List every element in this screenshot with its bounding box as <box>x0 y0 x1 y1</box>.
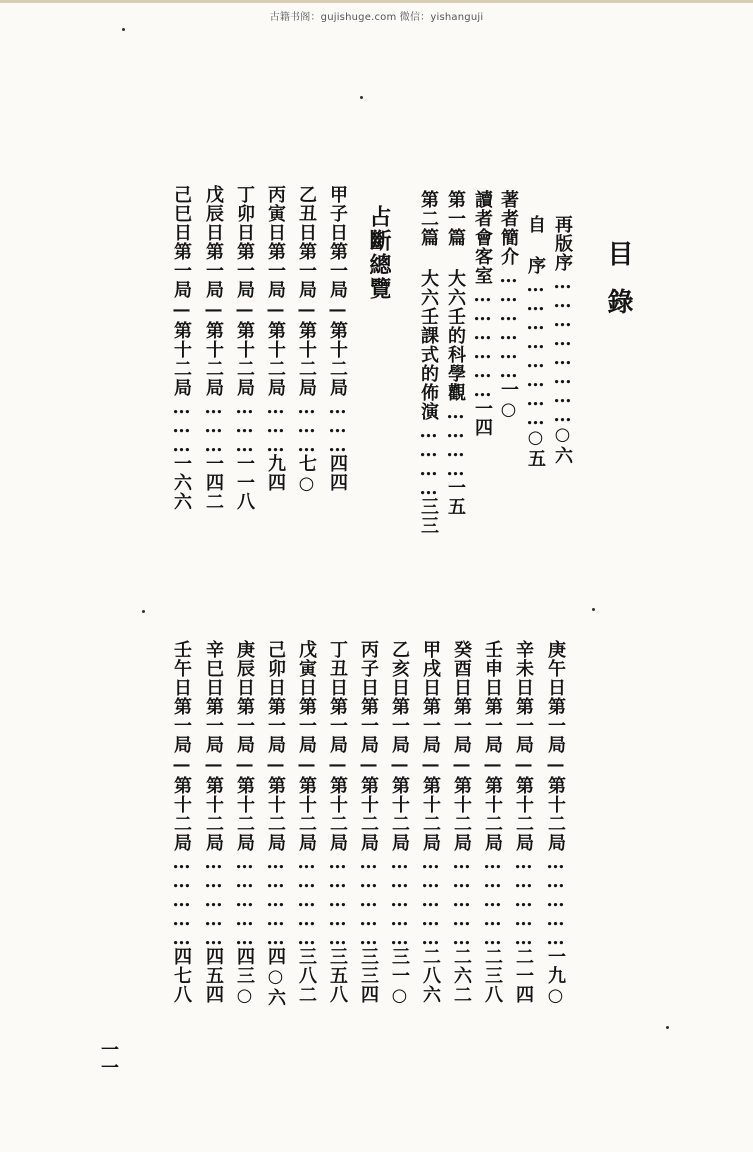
entry-label: 丙子日第一局—第十二局 <box>358 640 379 852</box>
entry-label: 第二篇 大六壬課式的佈演 <box>418 190 439 421</box>
page-number: 一一 <box>98 1040 119 1076</box>
entry-label: 己卯日第一局—第十二局 <box>265 640 286 852</box>
entry-leader: …………… <box>420 852 441 947</box>
entry-leader: …………… <box>265 852 286 947</box>
entry-page: 三一○ <box>389 947 410 1007</box>
toc-entry <box>328 185 346 492</box>
entry-page: 九四 <box>265 454 286 492</box>
toc-entry <box>421 640 439 1004</box>
watermark: 古籍书阁：gujishuge.com 微信：yishanguji <box>269 12 484 23</box>
entry-label: 乙亥日第一局—第十二局 <box>389 640 410 852</box>
entry-leader: ……… <box>327 397 348 454</box>
entry-label: 戊辰日第一局—第十二局 <box>203 185 224 397</box>
entry-leader: ……… <box>171 397 192 454</box>
toc-entry <box>359 640 377 1004</box>
toc-entry <box>328 640 346 1004</box>
entry-label: 著者簡介 <box>498 190 519 266</box>
entry-label: 庚午日第一局—第十二局 <box>545 640 566 852</box>
entry-page: 三三四 <box>358 947 379 1004</box>
toc-entry <box>446 190 464 516</box>
entry-label: 壬午日第一局—第十二局 <box>171 640 192 852</box>
scan-speck <box>592 608 595 611</box>
toc-entry <box>204 640 222 1004</box>
page-title: 目錄 <box>603 240 633 336</box>
entry-leader: …………… <box>482 852 503 947</box>
entry-page: 三三 <box>418 497 439 535</box>
entry-page: 一五 <box>445 478 466 516</box>
entry-page: 四四 <box>327 454 348 492</box>
entry-leader: …………… <box>203 852 224 947</box>
entry-label: 壬申日第一局—第十二局 <box>482 640 503 852</box>
entry-page: 一六六 <box>171 454 192 511</box>
toc-entry <box>419 190 437 535</box>
toc-entry <box>297 185 315 495</box>
entry-label: 自 序 <box>525 215 546 275</box>
entry-page: 一九○ <box>545 947 566 1007</box>
scan-speck <box>360 96 363 99</box>
entry-label: 癸酉日第一局—第十二局 <box>451 640 472 852</box>
entry-label: 丁卯日第一局—第十二局 <box>234 185 255 397</box>
entry-page: 二三八 <box>482 947 503 1004</box>
toc-entry <box>235 640 253 1007</box>
entry-leader: …………………… <box>525 275 546 427</box>
entry-label: 甲戌日第一局—第十二局 <box>420 640 441 852</box>
toc-entry <box>473 190 491 437</box>
entry-leader: …………… <box>327 852 348 947</box>
entry-label: 甲子日第一局—第十二局 <box>327 185 348 397</box>
toc-entry <box>235 185 253 511</box>
toc-entry <box>499 190 517 421</box>
entry-page: 三五八 <box>327 947 348 1004</box>
entry-label: 庚辰日第一局—第十二局 <box>234 640 255 852</box>
toc-entry <box>546 640 564 1007</box>
entry-leader: …………………… <box>552 272 573 424</box>
entry-page: 三八二 <box>296 947 317 1004</box>
entry-leader: ……………… <box>498 266 519 380</box>
entry-leader: ……………… <box>472 285 493 399</box>
entry-page: 四七八 <box>171 947 192 1004</box>
entry-leader: ………… <box>445 402 466 478</box>
entry-label: 辛未日第一局—第十二局 <box>513 640 534 852</box>
entry-page: 四三○ <box>234 947 255 1007</box>
toc-entry <box>390 640 408 1007</box>
toc-entry <box>172 640 190 1004</box>
scan-speck <box>142 610 145 613</box>
toc-entry <box>204 185 222 511</box>
toc-entry <box>526 215 544 468</box>
entry-leader: ……… <box>265 397 286 454</box>
scan-speck <box>666 1026 669 1029</box>
entry-label: 第一篇 大六壬的科學觀 <box>445 190 466 402</box>
entry-page: 一○ <box>498 380 519 421</box>
toc-entry <box>514 640 532 1004</box>
entry-page: 七○ <box>296 454 317 495</box>
entry-leader: ……… <box>234 397 255 454</box>
entry-leader: …………… <box>171 852 192 947</box>
entry-leader: …………… <box>545 852 566 947</box>
entry-label: 丙寅日第一局—第十二局 <box>265 185 286 397</box>
entry-label: 辛巳日第一局—第十二局 <box>203 640 224 852</box>
entry-leader: ……… <box>296 397 317 454</box>
entry-label: 乙丑日第一局—第十二局 <box>296 185 317 397</box>
entry-leader: …………… <box>513 852 534 947</box>
entry-page: 一四二 <box>203 454 224 511</box>
entry-page: 四○六 <box>265 947 286 1007</box>
entry-page: 二一四 <box>513 947 534 1004</box>
entry-leader: …………… <box>296 852 317 947</box>
section-title: 占斷總覽 <box>366 205 392 301</box>
toc-entry <box>297 640 315 1004</box>
entry-page: 一四 <box>472 399 493 437</box>
entry-label: 再版序 <box>552 215 573 272</box>
toc-entry <box>483 640 501 1004</box>
entry-leader: …………… <box>389 852 410 947</box>
entry-leader: ………… <box>418 421 439 497</box>
entry-label: 己巳日第一局—第十二局 <box>171 185 192 397</box>
entry-label: 戊寅日第一局—第十二局 <box>296 640 317 852</box>
entry-leader: …………… <box>451 852 472 947</box>
toc-entry <box>452 640 470 1004</box>
entry-page: 二六二 <box>451 947 472 1004</box>
entry-page: 四五四 <box>203 947 224 1004</box>
toc-entry <box>553 215 571 465</box>
entry-page: 一一八 <box>234 454 255 511</box>
entry-label: 讀者會客室 <box>472 190 493 285</box>
toc-entry <box>172 185 190 511</box>
toc-entry <box>266 185 284 492</box>
entry-leader: …………… <box>358 852 379 947</box>
scan-speck <box>122 28 125 31</box>
entry-leader: …………… <box>234 852 255 947</box>
entry-page: ○五 <box>525 427 546 468</box>
toc-entry <box>266 640 284 1007</box>
entry-page: ○六 <box>552 424 573 465</box>
entry-leader: ……… <box>203 397 224 454</box>
entry-label: 丁丑日第一局—第十二局 <box>327 640 348 852</box>
entry-page: 二八六 <box>420 947 441 1004</box>
